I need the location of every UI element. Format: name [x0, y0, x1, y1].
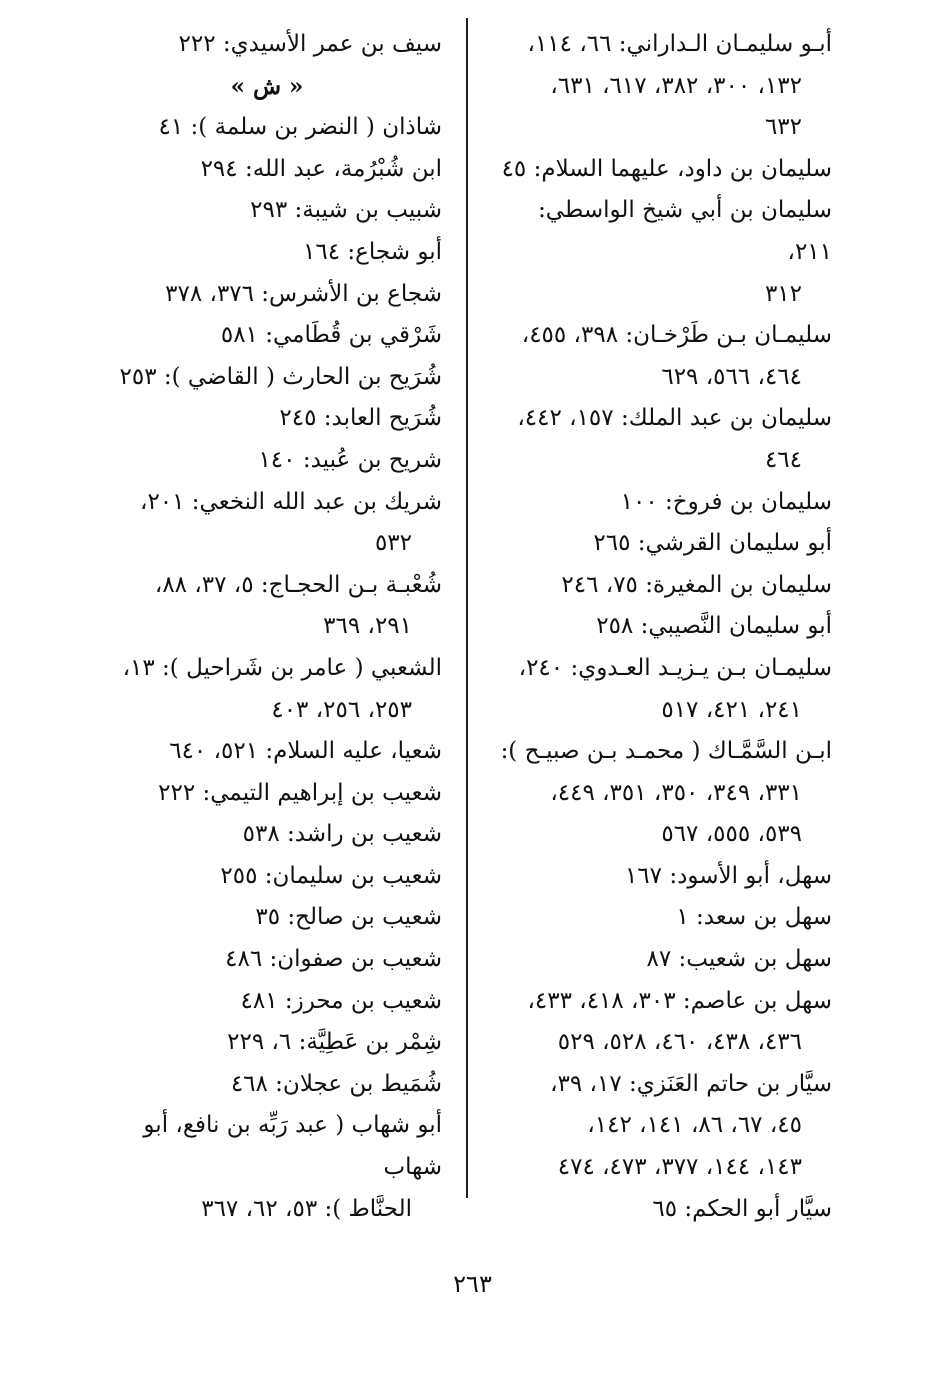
- index-column-left: [92, 24, 442, 1230]
- index-entry: [92, 24, 442, 66]
- index-entry-text: شعيب بن إبراهيم التيمي: ٢٢٢: [158, 779, 442, 806]
- index-entry-continuation: ٢٤١، ٤٢١، ٥١٧: [661, 696, 802, 723]
- index-entry-text: شُرَيح العابد: ٢٤٥: [279, 405, 442, 432]
- index-entry-text: شُعْبـة بـن الحجـاج: ٥، ٣٧، ٨٨،: [154, 571, 442, 598]
- index-entry: [492, 565, 832, 607]
- index-entry: [492, 315, 832, 398]
- index-entry-text: شعيب بن راشد: ٥٣٨: [242, 821, 442, 848]
- index-entry-text: أبـو سليمـان الـداراني: ٦٦، ١١٤،: [527, 31, 832, 57]
- index-entry: [92, 773, 442, 815]
- index-entry-continuation: ٥٣٢: [374, 530, 412, 557]
- index-entry: [492, 1064, 832, 1189]
- index-entry: [492, 897, 832, 939]
- index-entry: [92, 274, 442, 316]
- page-number: ٢٦٣: [453, 1270, 492, 1298]
- index-entry-continuation: ٤٥، ٦٧، ٨٦، ١٤١، ١٤٢،: [587, 1112, 802, 1139]
- index-entry: [492, 648, 832, 731]
- index-entry: [492, 981, 832, 1064]
- index-entry-continuation: ٢٩١، ٣٦٩: [323, 613, 412, 640]
- column-divider: [466, 18, 468, 1198]
- index-entry: [92, 398, 442, 440]
- index-entry: [92, 565, 442, 648]
- index-entry-continuation: ١٣٢، ٣٠٠، ٣٨٢، ٦١٧، ٦٣١،: [550, 72, 802, 99]
- index-entry-text: سليمـان بـن يـزيـد العـدوي: ٢٤٠،: [518, 654, 832, 681]
- index-entry-text: شبيب بن شيبة: ٢٩٣: [250, 197, 442, 224]
- letter-heading: [92, 66, 442, 108]
- index-entry: [92, 648, 442, 731]
- index-entry-text: سليمـان بـن طَرْخـان: ٣٩٨، ٤٥٥،: [521, 322, 832, 349]
- index-entry-text: شريك بن عبد الله النخعي: ٢٠١،: [140, 488, 442, 515]
- index-entry-text: سيَّار بن حاتم العَنَزي: ١٧، ٣٩،: [550, 1070, 832, 1097]
- index-entry-continuation: ١٤٣، ١٤٤، ٣٧٧، ٤٧٣، ٤٧٤: [557, 1154, 802, 1181]
- index-entry-text: « ش »: [230, 72, 304, 100]
- index-entry-continuation: ٣٣١، ٣٤٩، ٣٥٠، ٣٥١، ٤٤٩،: [550, 779, 802, 806]
- index-entry: [492, 190, 832, 315]
- index-entry: [492, 398, 832, 481]
- index-entry-continuation: ٤٦٤: [764, 446, 802, 473]
- index-entry-text: شريح بن عُبيد: ١٤٠: [258, 446, 442, 473]
- index-entry-text: أبو سليمان النَّصيبي: ٢٥٨: [596, 613, 832, 640]
- index-entry-continuation: ٦٣٢: [764, 114, 802, 141]
- index-entry-text: سهل بن سعد: ١: [676, 904, 832, 931]
- index-entry-text: شعيا، عليه السلام: ٥٢١، ٦٤٠: [169, 738, 442, 765]
- index-entry: [492, 1189, 832, 1231]
- index-entry: [92, 190, 442, 232]
- index-entry: [92, 856, 442, 898]
- index-entry-text: ابـن السَّمَّـاك ( محمـد بـن صبيـح ):: [500, 738, 832, 765]
- index-entry: [492, 606, 832, 648]
- index-entry-continuation: ٢٥٣، ٢٥٦، ٤٠٣: [271, 696, 412, 723]
- index-entry: [492, 523, 832, 565]
- index-entry-text: سهل، أبو الأسود: ١٦٧: [624, 862, 832, 889]
- index-entry: [492, 731, 832, 856]
- index-entry-text: شعيب بن صفوان: ٤٨٦: [225, 946, 442, 973]
- index-entry-text: أبو شهاب ( عبد رَبِّه بن نافع، أبو شهاب: [143, 1112, 442, 1181]
- index-entry-text: ابن شُبْرُمة، عبد الله: ٢٩٤: [200, 155, 442, 182]
- index-entry-continuation: الحنَّاط ): ٥٣، ٦٢، ٣٦٧: [201, 1195, 412, 1222]
- index-entry: [492, 856, 832, 898]
- index-entry: [492, 939, 832, 981]
- index-entry: [92, 107, 442, 149]
- index-entry-text: شَرْقي بن قُطَامي: ٥٨١: [220, 322, 442, 349]
- index-entry-text: شعيب بن سليمان: ٢٥٥: [220, 862, 442, 889]
- index-entry-text: سهل بن شعيب: ٨٧: [646, 946, 832, 973]
- index-entry-text: سيَّار أبو الحكم: ٦٥: [652, 1195, 832, 1222]
- index-entry-text: شِمْر بن عَطِيَّة: ٦، ٢٢٩: [227, 1029, 442, 1056]
- index-entry-text: سليمان بن داود، عليهما السلام: ٤٥: [501, 155, 832, 182]
- index-entry: [92, 149, 442, 191]
- index-entry-continuation: ٤٦٤، ٥٦٦، ٦٢٩: [661, 363, 802, 390]
- index-entry-continuation: ٥٣٩، ٥٥٥، ٥٦٧: [661, 821, 802, 848]
- index-entry-text: سليمان بن المغيرة: ٧٥، ٢٤٦: [561, 571, 832, 598]
- index-entry-continuation: ٣١٢: [764, 280, 802, 307]
- index-entry-text: أبو سليمان القرشي: ٢٦٥: [593, 530, 832, 557]
- index-entry-text: شاذان ( النضر بن سلمة ): ٤١: [158, 114, 442, 141]
- index-entry-text: سيف بن عمر الأسيدي: ٢٢٢: [178, 31, 442, 57]
- index-entry: [92, 232, 442, 274]
- index-entry: [92, 939, 442, 981]
- index-entry: [92, 482, 442, 565]
- index-entry: [92, 981, 442, 1023]
- index-entry: [492, 149, 832, 191]
- index-entry: [92, 1105, 442, 1230]
- index-entry-continuation: ٤٣٦، ٤٣٨، ٤٦٠، ٥٢٨، ٥٢٩: [557, 1029, 802, 1056]
- index-entry-text: سليمان بن فروخ: ١٠٠: [620, 488, 832, 515]
- index-column-right: [492, 24, 832, 1230]
- index-entry: [92, 897, 442, 939]
- index-entry-text: سهل بن عاصم: ٣٠٣، ٤١٨، ٤٣٣،: [527, 987, 832, 1014]
- index-entry-text: شُمَيط بن عجلان: ٤٦٨: [230, 1070, 442, 1097]
- index-entry-text: شعيب بن محرز: ٤٨١: [240, 987, 442, 1014]
- index-entry-text: شعيب بن صالح: ٣٥: [255, 904, 442, 931]
- index-entry: [492, 24, 832, 149]
- index-entry: [492, 482, 832, 524]
- index-entry: [92, 814, 442, 856]
- index-entry-text: سليمان بن عبد الملك: ١٥٧، ٤٤٢،: [517, 405, 832, 432]
- index-entry-text: شجاع بن الأشرس: ٣٧٦، ٣٧٨: [165, 280, 442, 307]
- index-entry-text: سليمان بن أبي شيخ الواسطي: ٢١١،: [538, 197, 832, 265]
- index-entry-text: شُرَيح بن الحارث ( القاضي ): ٢٥٣: [119, 363, 442, 390]
- index-entry: [92, 731, 442, 773]
- index-entry: [92, 440, 442, 482]
- index-entry: [92, 357, 442, 399]
- index-entry: [92, 1064, 442, 1106]
- index-entry: [92, 315, 442, 357]
- index-entry-text: أبو شجاع: ١٦٤: [303, 238, 442, 265]
- index-entry-text: الشعبي ( عامر بن شَراحيل ): ١٣،: [122, 654, 442, 681]
- index-entry: [92, 1022, 442, 1064]
